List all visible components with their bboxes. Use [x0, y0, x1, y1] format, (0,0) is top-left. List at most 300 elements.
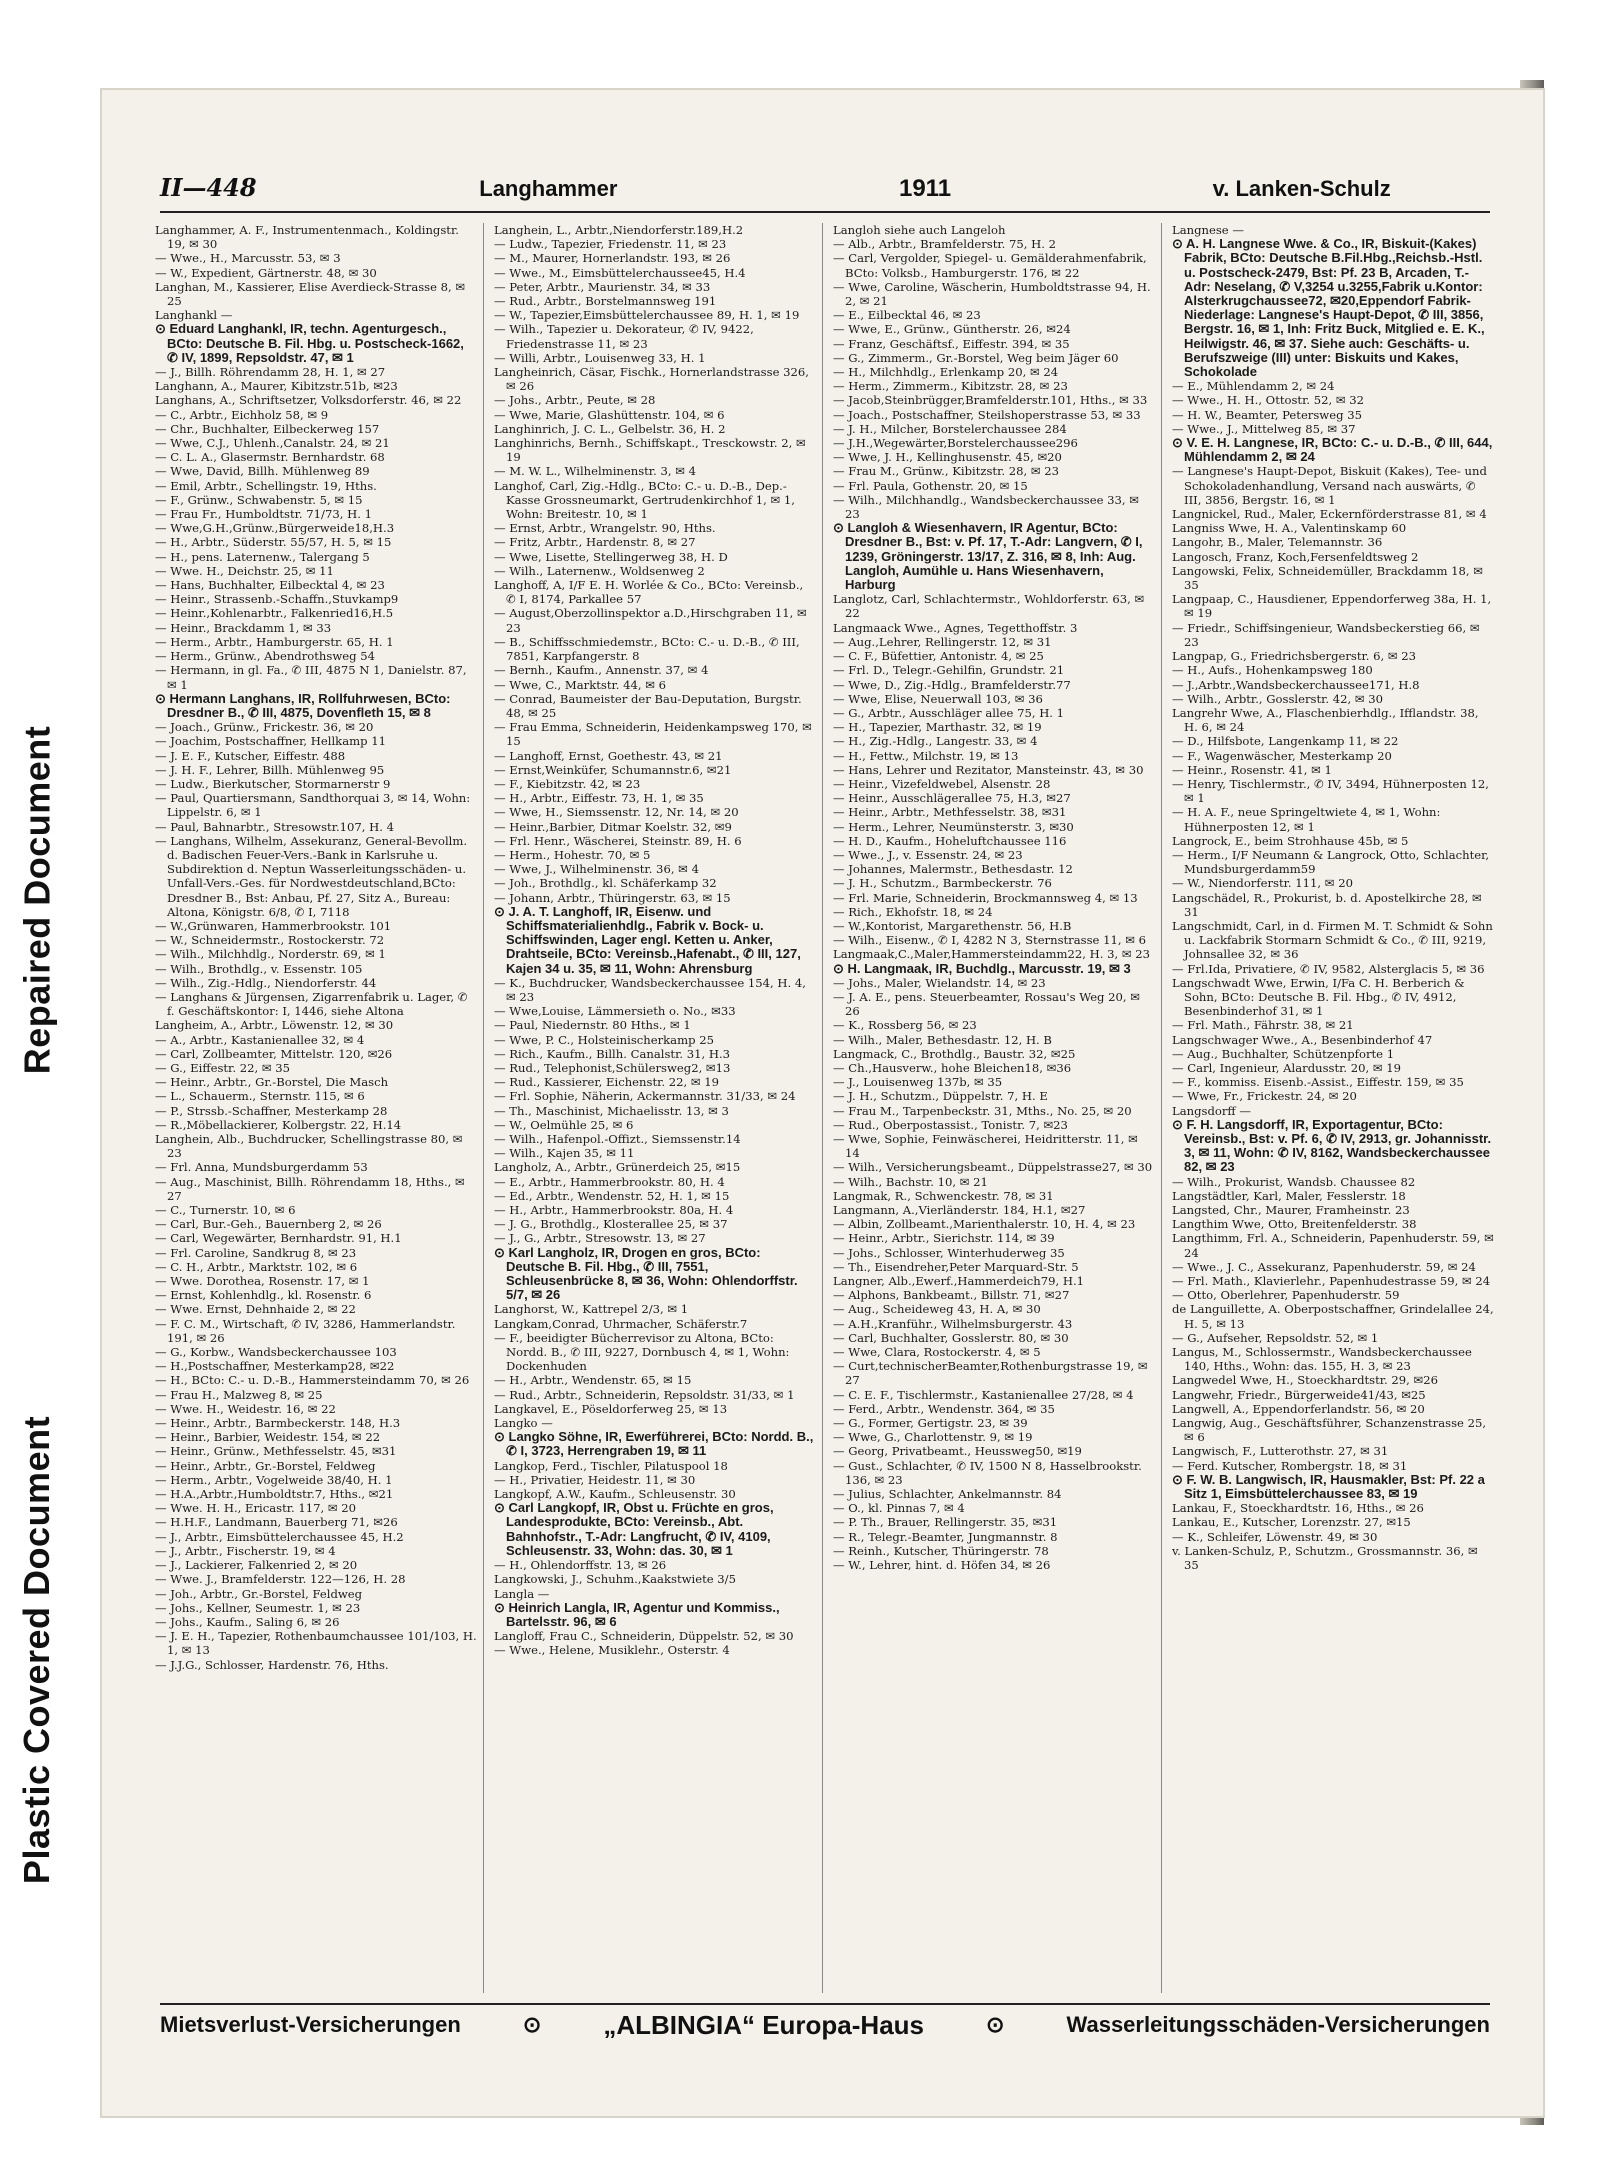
directory-entry: — J., Arbtr., Eimsbüttelerchaussee 45, H.2: [155, 1529, 404, 1544]
directory-entry: — Wwe, Caroline, Wäscherin, Humboldtstrasse 94, H. 2, ✉ 21: [833, 279, 1151, 309]
directory-entry: — Frau M., Grünw., Kibitzstr. 28, ✉ 23: [833, 464, 1059, 479]
directory-entry: — Friedr., Schiffsingenieur, Wandsbeckerstieg 66, ✉ 23: [1172, 620, 1480, 649]
directory-entry: — Wwe., H., Marcusstr. 53, ✉ 3: [155, 251, 341, 266]
directory-entry: — Wwe, C.J., Uhlenh.,Canalstr. 24, ✉ 21: [155, 436, 390, 451]
directory-entry: Langhammer, A. F., Instrumentenmach., Koldingstr. 19, ✉ 30: [155, 223, 459, 252]
directory-entry: — Wilh., Hafenpol.-Offizt., Siemssenstr.14: [494, 1132, 741, 1146]
directory-entry: ⊙ Eduard Langhankl, IR, techn. Agenturgesch., BCto: Deutsche B. Fil. Hbg. u. Postscheck-1662, ✆ IV, 1899, Repsoldstr. 47, ✉ 1: [155, 321, 464, 365]
directory-entry: — Wwe. H., Deichstr. 25, ✉ 11: [155, 563, 334, 578]
directory-entry: — J., G., Arbtr., Stresowstr. 13, ✉ 27: [494, 1231, 706, 1246]
directory-entry: — Heinr., Arbtr., Sierichstr. 114, ✉ 39: [833, 1231, 1055, 1246]
directory-entry: — Heinr., Arbtr., Gr.-Borstel, Die Masch: [155, 1075, 389, 1090]
column-2: [494, 223, 823, 1993]
directory-entry: — H.H.F., Landmann, Bauerberg 71, ✉26: [155, 1515, 398, 1530]
directory-entry: ⊙ F. W. B. Langwisch, IR, Hausmakler, Bst: Pf. 22 a Sitz 1, Eimsbüttelerchaussee 83, ✉ 19: [1172, 1471, 1485, 1502]
directory-entry: — Julius, Schlachter, Ankelmannstr. 84: [833, 1487, 1062, 1502]
directory-entry: — Hermann, in gl. Fa., ✆ III, 4875 N 1, Danielstr. 87, ✉ 1: [155, 663, 467, 692]
directory-entry: — Heinr., Vizefeldwebel, Alsenstr. 28: [833, 776, 1051, 791]
directory-entry: — Wwe. Dorothea, Rosenstr. 17, ✉ 1: [155, 1274, 370, 1289]
directory-entry: — Joach., Postschaffner, Steilshoperstrasse 53, ✉ 33: [833, 407, 1141, 422]
directory-entry: Langhein, L., Arbtr.,Niendorferstr.189,H.2: [494, 223, 744, 237]
directory-entry: — H. A. F., neue Springeltwiete 4, ✉ 1, Wohn: Hühnerposten 12, ✉ 1: [1172, 805, 1441, 834]
header-left-term: Langhammer: [479, 176, 618, 201]
directory-entry: — Gust., Schlachter, ✆ IV, 1500 N 8, Hasselbrookstr. 136, ✉ 23: [833, 1458, 1142, 1487]
directory-entry: — H.A.,Arbtr.,Humboldtstr.7, Hths., ✉21: [155, 1487, 394, 1502]
directory-entry: — H., BCto: C.- u. D.-B., Hammersteindamm 70, ✉ 26: [155, 1373, 470, 1388]
directory-entry: — F., Kiebitzstr. 42, ✉ 23: [494, 776, 641, 791]
directory-entry: — Frau Fr., Humboldtstr. 71/73, H. 1: [155, 507, 372, 522]
directory-entry: — Frl. Henr., Wäscherei, Steinstr. 89, H. 6: [494, 833, 742, 848]
directory-entry: — Wwe., H. H., Ottostr. 52, ✉ 32: [1172, 393, 1365, 408]
page-footer: [160, 2003, 1490, 2045]
directory-entry: — Paul, Niedernstr. 80 Hths., ✉ 1: [494, 1018, 691, 1033]
directory-entry: — Herm., Arbtr., Vogelweide 38/40, H. 1: [155, 1472, 393, 1487]
directory-entry: Langkam,Conrad, Uhrmacher, Schäferstr.7: [494, 1316, 748, 1331]
directory-entry: — Wwe, Sophie, Feinwäscherei, Heidritterstr. 11, ✉ 14: [833, 1132, 1138, 1161]
directory-entry: — H., Arbtr., Eiffestr. 73, H. 1, ✉ 35: [494, 791, 704, 806]
directory-entry: — Wilh., Kajen 35, ✉ 11: [494, 1146, 635, 1161]
directory-entry: — Heinr., Ausschlägerallee 75, H.3, ✉27: [833, 791, 1071, 806]
directory-entry: Langohr, B., Maler, Telemannstr. 36: [1172, 535, 1383, 550]
directory-entry: — Wwe. H. H., Ericastr. 117, ✉ 20: [155, 1501, 357, 1516]
directory-entry: — G., Aufseher, Repsoldstr. 52, ✉ 1: [1172, 1330, 1379, 1345]
directory-entry: ⊙ Langloh & Wiesenhavern, IR Agentur, BCto: Dresdner B., Bst: v. Pf. 17, T.-Adr: Langvern, ✆ I, 1239, Gröningerstr. 13/17, Z. 316, ✉ 8, Inh: Aug. Langloh, Aumühle u. Hans Wiesenhavern, Harburg: [833, 520, 1143, 593]
footer-right-ad: Wasserleitungsschäden-Versicherungen: [1066, 2012, 1490, 2037]
directory-entry: — Frau H., Malzweg 8, ✉ 25: [155, 1387, 323, 1402]
directory-entry: — Ferd. Kutscher, Rombergstr. 18, ✉ 31: [1172, 1458, 1408, 1473]
directory-entry: — Frau M., Tarpenbeckstr. 31, Mths., No. 25, ✉ 20: [833, 1103, 1132, 1118]
directory-entry: Langrock, E., beim Strohhause 45b, ✉ 5: [1172, 833, 1409, 848]
directory-entry: — Wwe,G.H.,Grünw.,Bürgerweide18,H.3: [155, 521, 395, 536]
directory-entry: Langsted, Chr., Maurer, Framheinstr. 23: [1172, 1203, 1410, 1218]
directory-entry: — Frl. Math., Klavierlehr., Papenhudestrasse 59, ✉ 24: [1172, 1274, 1491, 1289]
page-header: [160, 173, 1490, 213]
directory-entry: — Frl. Sophie, Näherin, Ackermannstr. 31/33, ✉ 24: [494, 1089, 796, 1104]
directory-entry: — Johs., Kaufm., Saling 6, ✉ 26: [155, 1614, 340, 1629]
directory-entry: — Aug.,Lehrer, Rellingerstr. 12, ✉ 31: [833, 634, 1052, 649]
directory-entry: — Wwe, H., Siemssenstr. 12, Nr. 14, ✉ 20: [494, 805, 739, 820]
header-right-term: v. Lanken-Schulz: [1212, 176, 1391, 201]
directory-entry: — J. H., Schutzm., Düppelstr. 7, H. E: [833, 1089, 1048, 1104]
directory-entry: — J. H., Schutzm., Barmbeckerstr. 76: [833, 876, 1052, 891]
directory-entry: — Carl, Wegewärter, Bernhardstr. 91, H.1: [155, 1231, 402, 1246]
directory-entry: — Heinr.,Barbier, Ditmar Koelstr. 32, ✉9: [494, 819, 732, 834]
directory-entry: — Reinh., Kutscher, Thüringerstr. 78: [833, 1543, 1049, 1558]
directory-entry: — Johs., Kellner, Seumestr. 1, ✉ 23: [155, 1600, 361, 1615]
directory-entry: ⊙ Carl Langkopf, IR, Obst u. Früchte en gros, Landesprodukte, BCto: Vereinsb., Abt. Bahnhofstr., T.-Adr: Langfrucht, ✆ IV, 4109, Schleusenstr. 33, Wohn: das. 30, ✉ 1: [494, 1500, 774, 1558]
directory-entry: — B., Schiffsschmiedemstr., BCto: C.- u. D.-B., ✆ III, 7851, Karpfangerstr. 8: [494, 634, 800, 664]
directory-entry: — H.,Postschaffner, Mesterkamp28, ✉22: [155, 1359, 395, 1374]
directory-entry: — Langhans, Wilhelm, Assekuranz, General-Bevollm. d. Badischen Feuer-Vers.-Bank in Karlsruhe u. Subdirektion d. Neptun Wasserleitungsschäden- u. Unfall-Vers.-Ges. für Nordwestdeutschland,BCto: Dresdner B., Bst: Anbau, Pf. 27, Sitz A., Bureau: Altona, Königstr. 6/8, ✆ I, 7118: [155, 833, 468, 919]
directory-entry: — Wwe, P. C., Holsteinischerkamp 25: [494, 1032, 714, 1047]
directory-entry: Langpap, G., Friedrichsbergerstr. 6, ✉ 23: [1172, 649, 1417, 664]
footer-symbol-left: ⊙: [522, 2012, 542, 2037]
directory-entry: — R., Telegr.-Beamter, Jungmannstr. 8: [833, 1529, 1058, 1544]
directory-entry: — Johannes, Malermstr., Bethesdastr. 12: [833, 862, 1073, 877]
directory-entry: — Wwe, J., Wilhelminenstr. 36, ✉ 4: [494, 862, 699, 877]
directory-entry: — Chr., Buchhalter, Eilbeckerweg 157: [155, 421, 380, 436]
directory-entry: — F., Wagenwäscher, Mesterkamp 20: [1172, 748, 1392, 763]
directory-entry: Langnickel, Rud., Maler, Eckernförderstrasse 81, ✉ 4: [1172, 507, 1487, 522]
directory-entry: Langthim Wwe, Otto, Breitenfelderstr. 38: [1172, 1217, 1417, 1232]
directory-entry: — J. A. E., pens. Steuerbeamter, Rossau's Weg 20, ✉ 26: [833, 989, 1140, 1019]
directory-entry: — Langhans & Jürgensen, Zigarrenfabrik u. Lager, ✆ f. Geschäftskontor: I, 1446, siehe Altona: [155, 989, 468, 1019]
directory-entry: Langowski, Felix, Schneidemüller, Brackdamm 18, ✉ 35: [1172, 563, 1483, 593]
directory-entry: Langlotz, Carl, Schlachtermstr., Wohldorferstr. 63, ✉ 22: [833, 592, 1145, 621]
directory-entry: — Carl, Buchhalter, Gosslerstr. 80, ✉ 30: [833, 1330, 1069, 1345]
directory-entry: — Bernh., Kaufm., Annenstr. 37, ✉ 4: [494, 663, 709, 678]
directory-entry: — Otto, Oberlehrer, Papenhuderstr. 59: [1172, 1288, 1400, 1303]
directory-entry: — Heinr., Arbtr., Gr.-Borstel, Feldweg: [155, 1458, 376, 1473]
directory-entry: — Wwe, E., Grünw., Güntherstr. 26, ✉24: [833, 322, 1071, 337]
directory-entry: — Alb., Arbtr., Bramfelderstr. 75, H. 2: [833, 237, 1057, 252]
directory-entry: — Wilh., Arbtr., Gosslerstr. 42, ✉ 30: [1172, 691, 1384, 706]
directory-entry: Langsdorff —: [1172, 1103, 1251, 1118]
directory-entry: Lankau, E., Kutscher, Lorenzstr. 27, ✉15: [1172, 1515, 1411, 1530]
directory-entry: Langus, M., Schlossermstr., Wandsbeckerchaussee 140, Hths., Wohn: das. 155, H. 3, ✉ 23: [1172, 1345, 1472, 1374]
directory-entry: — Wwe., M., Eimsbüttelerchaussee45, H.4: [494, 265, 746, 280]
directory-entry: — Ed., Arbtr., Wendenstr. 52, H. 1, ✉ 15: [494, 1188, 730, 1203]
directory-entry: — Rud., Kassierer, Eichenstr. 22, ✉ 19: [494, 1075, 720, 1090]
directory-entry: — P. Th., Brauer, Rellingerstr. 35, ✉31: [833, 1515, 1058, 1530]
directory-entry: — Franz, Geschäftsf., Eiffestr. 394, ✉ 35: [833, 336, 1070, 351]
plastic-covered-document-label: [8, 1330, 66, 1970]
directory-entry: — Wwe., J., Mittelweg 85, ✉ 37: [1172, 421, 1356, 436]
directory-entry: — Paul, Quartiersmann, Sandthorquai 3, ✉ 14, Wohn: Lippelstr. 6, ✉ 1: [155, 791, 471, 820]
directory-page: [100, 88, 1545, 2118]
directory-entry: Langloh siehe auch Langeloh: [833, 223, 1006, 237]
directory-entry: ⊙ F. H. Langsdorff, IR, Exportagentur, BCto: Vereinsb., Bst: v. Pf. 6, ✆ IV, 2913, gr. Johannisstr. 3, ✉ 11, Wohn: ✆ IV, 8162, Wandsbeckerchaussee 82, ✉ 23: [1172, 1116, 1492, 1175]
directory-entry: Langner, Alb.,Ewerf.,Hammerdeich79, H.1: [833, 1274, 1085, 1289]
directory-entry: — Aug., Maschinist, Billh. Röhrendamm 18, Hths., ✉ 27: [155, 1174, 465, 1203]
directory-entry: — Wilh., Eisenw., ✆ I, 4282 N 3, Sternstrasse 11, ✉ 6: [833, 933, 1146, 948]
directory-entry: — R.,Möbellackierer, Kolbergstr. 22, H.14: [155, 1117, 402, 1132]
directory-entry: v. Lanken-Schulz, P., Schutzm., Grossmannstr. 36, ✉ 35: [1172, 1543, 1478, 1573]
directory-entry: — Wilh., Prokurist, Wandsb. Chaussee 82: [1172, 1174, 1416, 1189]
directory-entry: — Wwe. J., Bramfelderstr. 122—126, H. 28: [155, 1572, 406, 1587]
directory-entry: Langniss Wwe, H. A., Valentinskamp 60: [1172, 521, 1407, 536]
directory-entry: — Ernst, Arbtr., Wrangelstr. 90, Hths.: [494, 521, 716, 536]
directory-entry: — H., Privatier, Heidestr. 11, ✉ 30: [494, 1472, 696, 1487]
directory-entry: Langheim, A., Arbtr., Löwenstr. 12, ✉ 30: [155, 1018, 394, 1033]
directory-entry: — J.H.,Wegewärter,Borstelerchaussee296: [833, 436, 1078, 451]
directory-entry: — Willi, Arbtr., Louisenweg 33, H. 1: [494, 350, 706, 365]
directory-entry: — Rud., Arbtr., Schneiderin, Repsoldstr. 31/33, ✉ 1: [494, 1387, 795, 1402]
directory-entry: — Heinr., Grünw., Methfesselstr. 45, ✉31: [155, 1444, 397, 1459]
directory-entry: Langhan, M., Kassierer, Elise Averdieck-Strasse 8, ✉ 25: [155, 279, 466, 309]
directory-entry: Langpaap, C., Hausdiener, Eppendorferweg 38a, H. 1, ✉ 19: [1172, 592, 1492, 621]
directory-entry: Langkowski, J., Schuhm.,Kaakstwiete 3/5: [494, 1572, 736, 1587]
directory-entry: — W., Expedient, Gärtnerstr. 48, ✉ 30: [155, 265, 377, 280]
directory-entry: — Wwe, G., Charlottenstr. 9, ✉ 19: [833, 1430, 1033, 1445]
directory-entry: — Wwe, J. H., Kellinghusenstr. 45, ✉20: [833, 450, 1062, 465]
directory-entry: — Ch.,Hausverw., hohe Bleichen18, ✉36: [833, 1060, 1072, 1075]
directory-entry: Langmaack Wwe., Agnes, Tegetthoffstr. 3: [833, 620, 1078, 635]
directory-entry: Langhinrich, J. C. L., Gelbelstr. 36, H. 2: [494, 421, 726, 436]
directory-entry: Langwell, A., Eppendorferlandstr. 56, ✉ 20: [1172, 1401, 1425, 1416]
directory-entry: — Alphons, Bankbeamt., Billstr. 71, ✉27: [833, 1288, 1070, 1303]
directory-entry: ⊙ H. Langmaak, IR, Buchdlg., Marcusstr. 19, ✉ 3: [833, 960, 1131, 976]
directory-entry: Langkavel, E., Pöseldorferweg 25, ✉ 13: [494, 1401, 728, 1416]
directory-entry: Langmaak,C.,Maler,Hammersteindamm22, H. 3, ✉ 23: [833, 947, 1151, 962]
directory-entry: — Henry, Tischlermstr., ✆ IV, 3494, Hühnerposten 12, ✉ 1: [1172, 776, 1489, 806]
directory-entry: — Wwe, David, Billh. Mühlenweg 89: [155, 464, 370, 479]
directory-entry: — J., Billh. Röhrendamm 28, H. 1, ✉ 27: [155, 365, 386, 380]
directory-entry: — W.,Kontorist, Margarethenstr. 56, H.B: [833, 918, 1072, 933]
directory-entry: — Wilh., Milchhandlg., Wandsbeckerchaussee 33, ✉ 23: [833, 492, 1139, 522]
footer-symbol-right: ⊙: [986, 2012, 1005, 2037]
directory-entry: — Wwe., Helene, Musiklehr., Osterstr. 4: [494, 1643, 730, 1658]
directory-entry: — Heinr., Brackdamm 1, ✉ 33: [155, 620, 332, 635]
directory-entry: — F., Grünw., Schwabenstr. 5, ✉ 15: [155, 492, 363, 507]
directory-entry: ⊙ Karl Langholz, IR, Drogen en gros, BCto: Deutsche B. Fil. Hbg., ✆ III, 7551, Schleusenbrücke 8, ✉ 36, Wohn: Ohlendorffstr. 5/7, ✉ 26: [494, 1244, 798, 1303]
directory-entry: Langhein, Alb., Buchdrucker, Schellingstrasse 80, ✉ 23: [155, 1132, 463, 1161]
repaired-document-text: Repaired Document: [16, 725, 58, 1075]
directory-entry: — Carl, Bur.-Geh., Bauernberg 2, ✉ 26: [155, 1217, 382, 1232]
directory-entry: Langkop, Ferd., Tischler, Pilatuspool 18: [494, 1458, 728, 1473]
directory-entry: — W., Schneidermstr., Rostockerstr. 72: [155, 933, 385, 948]
directory-entry: — A., Arbtr., Kastanienallee 32, ✉ 4: [155, 1032, 365, 1047]
directory-entry: — H., Ohlendorffstr. 13, ✉ 26: [494, 1558, 667, 1573]
directory-entry: — K., Schleifer, Löwenstr. 49, ✉ 30: [1172, 1529, 1378, 1544]
directory-entry: — G., Zimmerm., Gr.-Borstel, Weg beim Jäger 60: [833, 350, 1119, 365]
directory-entry: — G., Former, Gertigstr. 23, ✉ 39: [833, 1416, 1028, 1431]
directory-entry: — Carl, Ingenieur, Alardusstr. 20, ✉ 19: [1172, 1060, 1402, 1075]
directory-entry: ⊙ Langko Söhne, IR, Ewerführerei, BCto: Nordd. B., ✆ I, 3723, Herrengraben 19, ✉ 11: [494, 1429, 814, 1459]
directory-entry: — M., Maurer, Hornerlandstr. 193, ✉ 26: [494, 251, 731, 266]
directory-entry: ⊙ A. H. Langnese Wwe. & Co., IR, Biskuit-(Kakes) Fabrik, BCto: Deutsche B.Fil.Hbg.,Reichsb.-Hstl. u. Postscheck-2479, Bst: Pf. 23 B, Arcaden, T.-Adr: Neselang, ✆ V,3254 u.3255,Fabrik u.Kontor: Alsterkrugchaussee72, ✉20,Eppendorf Fabrik-Niederlage: Langnese's Haupt-Depot, ✆ III, 3856, Bergstr. 16, ✉ 1, Inh: Fritz Buck, Mitglied e. E. K., Heilwigstr. 46, ✉ 37. Siehe auch: Geschäfts- u. Berufszweige (III) unter: Biskuits und Kakes, Schokolade: [1172, 236, 1485, 380]
directory-entry: — J. H., Milcher, Borstelerchaussee 284: [833, 421, 1067, 436]
directory-entry: — Aug., Buchhalter, Schützenpforte 1: [1172, 1046, 1395, 1061]
directory-entry: Langwehr, Friedr., Bürgerweide41/43, ✉25: [1172, 1387, 1426, 1402]
directory-entry: — Heinr., Arbtr., Methfesselstr. 38, ✉31: [833, 805, 1067, 820]
directory-entry: — Frl. Math., Fährstr. 38, ✉ 21: [1172, 1018, 1354, 1033]
directory-entry: ⊙ J. A. T. Langhoff, IR, Eisenw. und Schiffsmaterialienhdlg., Fabrik v. Bock- u. Schiffswinden, Lager engl. Ketten u. Anker, Drahtseile, BCto: Vereinsb.,Hafenabt., ✆ III, 127, Kajen 34 u. 35, ✉ 11, Wohn: Ahrensburg: [494, 903, 801, 976]
directory-entry: — Frl. D., Telegr.-Gehilfin, Grundstr. 21: [833, 663, 1065, 678]
directory-entry: — Wwe. Ernst, Dehnhaide 2, ✉ 22: [155, 1302, 356, 1317]
directory-entry: — F., beeidigter Bücherrevisor zu Altona, BCto: Nordd. B., ✆ III, 9227, Dornbusch 4, ✉ 1, Wohn: Dockenhuden: [494, 1330, 790, 1374]
directory-entry: Langhinrichs, Bernh., Schiffskapt., Tresckowstr. 2, ✉ 19: [494, 436, 806, 465]
directory-entry: — Wilh., Tapezier u. Dekorateur, ✆ IV, 9422, Friedenstrasse 11, ✉ 23: [494, 322, 754, 351]
directory-entry: — Langnese's Haupt-Depot, Biskuit (Kakes), Tee- und Schokoladenhandlung, Versand nach auswärts, ✆ III, 3856, Bergstr. 16, ✉ 1: [1172, 464, 1487, 507]
directory-entry: — Frl. Caroline, Sandkrug 8, ✉ 23: [155, 1245, 357, 1260]
directory-entry: — C. H., Arbtr., Marktstr. 102, ✉ 6: [155, 1259, 358, 1274]
directory-entry: — Carl, Zollbeamter, Mittelstr. 120, ✉26: [155, 1046, 393, 1061]
repaired-document-label: [8, 670, 66, 1130]
directory-entry: — C., Turnerstr. 10, ✉ 6: [155, 1203, 296, 1218]
directory-entry: — P., Strssb.-Schaffner, Mesterkamp 28: [155, 1103, 388, 1118]
directory-entry: Langhankl —: [155, 308, 233, 323]
directory-entry: — Herm., Hohestr. 70, ✉ 5: [494, 847, 651, 862]
directory-entry: — Th., Maschinist, Michaelisstr. 13, ✉ 3: [494, 1103, 729, 1118]
directory-entry: Langschwager Wwe., A., Besenbinderhof 47: [1172, 1032, 1433, 1047]
directory-entry: — Rud., Telephonist,Schülersweg2, ✉13: [494, 1060, 731, 1075]
directory-entry: — Rich., Ekhofstr. 18, ✉ 24: [833, 904, 993, 919]
directory-entry: — Heinr.,Kohlenarbtr., Falkenried16,H.5: [155, 606, 394, 621]
directory-entry: — Th., Eisendreher,Peter Marquard-Str. 5: [833, 1259, 1079, 1274]
directory-entry: — Joh., Arbtr., Gr.-Borstel, Feldweg: [155, 1586, 363, 1601]
directory-entry: Langmak, R., Schwenckestr. 78, ✉ 31: [833, 1188, 1054, 1203]
directory-entry: Langschädel, R., Prokurist, b. d. Apostelkirche 28, ✉ 31: [1172, 890, 1482, 919]
directory-entry: — Heinr., Arbtr., Barmbeckerstr. 148, H.3: [155, 1416, 401, 1431]
directory-entry: ⊙ Heinrich Langla, IR, Agentur und Kommiss., Bartelsstr. 96, ✉ 6: [494, 1599, 780, 1629]
directory-entry: Langwisch, F., Lutterothstr. 27, ✉ 31: [1172, 1444, 1389, 1459]
directory-entry: — Herm., I/F Neumann & Langrock, Otto, Schlachter, Mundsburgerdamm59: [1172, 847, 1490, 877]
directory-entry: — Wilh., Milchhdlg., Norderstr. 69, ✉ 1: [155, 947, 386, 962]
directory-entry: — Frl. Marie, Schneiderin, Brockmannsweg 4, ✉ 13: [833, 890, 1138, 905]
directory-entry: — Wilh., Laternenw., Woldsenweg 2: [494, 563, 705, 578]
directory-entry: — Wilh., Bachstr. 10, ✉ 21: [833, 1174, 988, 1189]
directory-entry: — W., Oelmühle 25, ✉ 6: [494, 1117, 634, 1132]
directory-entry: — J. E. H., Tapezier, Rothenbaumchaussee 101/103, H. 1, ✉ 13: [155, 1629, 477, 1658]
header-year: 1911: [898, 175, 952, 202]
directory-entry: Langschwadt Wwe, Erwin, I/Fa C. H. Berberich & Sohn, BCto: Deutsche B. Fil. Hbg., ✆ IV, 4912, Besenbinderhof 31, ✉ 1: [1172, 975, 1465, 1019]
directory-entry: — H., Zig.-Hdlg., Langestr. 33, ✉ 4: [833, 734, 1038, 749]
directory-entry: — Frl. Anna, Mundsburgerdamm 53: [155, 1160, 368, 1175]
entry-columns: [155, 223, 1500, 1993]
directory-entry: — Herm., Grünw., Abendrothsweg 54: [155, 649, 375, 664]
directory-entry: — H., Aufs., Hohenkampsweg 180: [1172, 663, 1373, 678]
directory-entry: — J.J.G., Schlosser, Hardenstr. 76, Hths.: [155, 1657, 389, 1672]
directory-entry: — Georg, Privatbeamt., Heussweg50, ✉19: [833, 1444, 1082, 1459]
directory-entry: ⊙ V. E. H. Langnese, IR, BCto: C.- u. D.-B., ✆ III, 644, Mühlendamm 2, ✉ 24: [1172, 435, 1493, 465]
directory-entry: — H., pens. Laternenw., Talergang 5: [155, 549, 370, 564]
directory-entry: — Ludw., Tapezier, Friedenstr. 11, ✉ 23: [494, 237, 727, 252]
directory-entry: — Ludw., Bierkutscher, Stormarnerstr 9: [155, 776, 391, 791]
directory-entry: — J. E. F., Kutscher, Eiffestr. 488: [155, 748, 346, 763]
directory-entry: Langheinrich, Cäsar, Fischk., Hornerlandstrasse 326, ✉ 26: [494, 365, 809, 394]
directory-entry: — Johs., Schlosser, Winterhuderweg 35: [833, 1245, 1065, 1260]
directory-entry: — Wwe, C., Marktstr. 44, ✉ 6: [494, 677, 667, 692]
directory-entry: — Langhoff, Ernst, Goethestr. 43, ✉ 21: [494, 748, 723, 763]
directory-entry: — G., Eiffestr. 22, ✉ 35: [155, 1060, 290, 1075]
directory-entry: — Conrad, Baumeister der Bau-Deputation, Burgstr. 48, ✉ 25: [494, 691, 802, 720]
directory-entry: — Ernst, Kohlenhdlg., kl. Rosenstr. 6: [155, 1288, 372, 1303]
directory-entry: Langschmidt, Carl, in d. Firmen M. T. Schmidt & Sohn u. Lackfabrik Stormarn Schmidt & Co., ✆ III, 9219, Johnsallee 32, ✉ 36: [1172, 918, 1493, 962]
directory-entry: Langmann, A.,Vierländerstr. 184, H.1, ✉27: [833, 1203, 1086, 1218]
directory-entry: — W., Niendorferstr. 111, ✉ 20: [1172, 876, 1353, 891]
directory-entry: Langholz, A., Arbtr., Grünerdeich 25, ✉15: [494, 1160, 741, 1175]
directory-entry: — Frl. Paula, Gothenstr. 20, ✉ 15: [833, 478, 1028, 493]
directory-entry: — J. G., Brothdlg., Klosterallee 25, ✉ 37: [494, 1217, 728, 1232]
directory-entry: — Wilh., Brothdlg., v. Essenstr. 105: [155, 961, 363, 976]
directory-entry: — Wwe, D., Zig.-Hdlg., Bramfelderstr.77: [833, 677, 1071, 692]
directory-entry: — Ernst,Weinküfer, Schumannstr.6, ✉21: [494, 762, 732, 777]
directory-entry: — H., Arbtr., Hammerbrookstr. 80a, H. 4: [494, 1203, 734, 1218]
directory-entry: — Wilh., Maler, Bethesdastr. 12, H. B: [833, 1032, 1052, 1047]
directory-entry: Langstädtler, Karl, Maler, Fesslerstr. 18: [1172, 1188, 1406, 1203]
directory-entry: — Albin, Zollbeamt.,Marienthalerstr. 10, H. 4, ✉ 23: [833, 1217, 1136, 1232]
directory-entry: — Hans, Lehrer und Rezitator, Mansteinstr. 43, ✉ 30: [833, 762, 1144, 777]
directory-entry: — Joh., Brothdlg., kl. Schäferkamp 32: [494, 876, 717, 891]
plastic-covered-document-text: Plastic Covered Document: [16, 1415, 58, 1885]
directory-entry: Langhof, Carl, Zig.-Hdlg., BCto: C.- u. D.-B., Dep.-Kasse Grossneumarkt, Gertrudenkirchhof 1, ✉ 1, Wohn: Breitestr. 10, ✉ 1: [494, 478, 795, 522]
directory-entry: — Wwe., J. C., Assekuranz, Papenhuderstr. 59, ✉ 24: [1172, 1259, 1476, 1274]
directory-entry: de Languillette, A. Oberpostschaffner, Grindelallee 24, H. 5, ✉ 13: [1172, 1302, 1494, 1331]
directory-entry: — H., Arbtr., Süderstr. 55/57, H. 5, ✉ 15: [155, 535, 392, 550]
directory-entry: — H., Tapezier, Marthastr. 32, ✉ 19: [833, 720, 1042, 735]
directory-entry: Langhann, A., Maurer, Kibitzstr.51b, ✉23: [155, 379, 398, 394]
directory-entry: — Hans, Buchhalter, Eilbecktal 4, ✉ 23: [155, 578, 385, 593]
directory-entry: — Frl.Ida, Privatiere, ✆ IV, 9582, Alsterglacis 5, ✉ 36: [1172, 961, 1485, 976]
footer-left-ad: Mietsverlust-Versicherungen: [160, 2012, 461, 2037]
directory-entry: — J., Arbtr., Fischerstr. 19, ✉ 4: [155, 1543, 336, 1558]
column-1: [155, 223, 484, 1993]
directory-entry: Langhorst, W., Kattrepel 2/3, ✉ 1: [494, 1302, 689, 1317]
directory-entry: Langhoff, A, I/F E. H. Worlée & Co., BCto: Vereinsb., ✆ I, 8174, Parkallee 57: [494, 578, 804, 607]
directory-entry: — Rud., Arbtr., Borstelmannsweg 191: [494, 294, 717, 309]
directory-entry: — Joachim, Postschaffner, Hellkamp 11: [155, 734, 386, 749]
directory-entry: — F. C. M., Wirtschaft, ✆ IV, 3286, Hammerlandstr. 191, ✉ 26: [155, 1316, 456, 1345]
directory-entry: ⊙ Hermann Langhans, IR, Rollfuhrwesen, BCto: Dresdner B., ✆ III, 4875, Dovenfleth 15, ✉ 8: [155, 690, 451, 720]
directory-entry: — Wwe, Lisette, Stellingerweg 38, H. D: [494, 549, 728, 564]
directory-entry: — Herm., Zimmerm., Kibitzstr. 28, ✉ 23: [833, 379, 1068, 394]
directory-entry: — J.,Arbtr.,Wandsbeckerchaussee171, H.8: [1172, 677, 1420, 692]
directory-entry: — H., Milchhdlg., Erlenkamp 20, ✉ 24: [833, 365, 1059, 380]
directory-entry: — Johs., Maler, Wielandstr. 14, ✉ 23: [833, 975, 1046, 990]
directory-entry: Langko —: [494, 1416, 553, 1431]
directory-entry: — Wwe,Louise, Lämmersieth o. No., ✉33: [494, 1004, 736, 1019]
directory-entry: — Curt,technischerBeamter,Rothenburgstrasse 19, ✉ 27: [833, 1359, 1148, 1388]
directory-entry: Langosch, Franz, Koch,Fersenfeldtsweg 2: [1172, 549, 1419, 564]
directory-entry: — Heinr., Rosenstr. 41, ✉ 1: [1172, 762, 1332, 777]
directory-entry: — D., Hilfsbote, Langenkamp 11, ✉ 22: [1172, 734, 1399, 749]
directory-entry: — Emil, Arbtr., Schellingstr. 19, Hths.: [155, 478, 377, 493]
directory-entry: Langnese —: [1172, 223, 1244, 237]
directory-entry: — Paul, Bahnarbtr., Stresowstr.107, H. 4: [155, 819, 395, 834]
directory-entry: — W.,Grünwaren, Hammerbrookstr. 101: [155, 918, 392, 933]
directory-entry: Langloff, Frau C., Schneiderin, Düppelstr. 52, ✉ 30: [494, 1629, 794, 1644]
directory-entry: — H., Arbtr., Wendenstr. 65, ✉ 15: [494, 1373, 692, 1388]
directory-entry: — Ferd., Arbtr., Wendenstr. 364, ✉ 35: [833, 1401, 1055, 1416]
directory-entry: — Rud., Oberpostassist., Tonistr. 7, ✉23: [833, 1117, 1068, 1132]
directory-entry: Langrehr Wwe, A., Flaschenbierhdlg., Ifflandstr. 38, H. 6, ✉ 24: [1172, 705, 1479, 735]
directory-entry: Langhans, A., Schriftsetzer, Volksdorferstr. 46, ✉ 22: [155, 393, 462, 408]
directory-entry: — G., Arbtr., Ausschläger allee 75, H. 1: [833, 705, 1065, 720]
directory-entry: Langwedel Wwe, H., Stoeckhardtstr. 29, ✉26: [1172, 1373, 1438, 1388]
directory-entry: — E., Arbtr., Hammerbrookstr. 80, H. 4: [494, 1174, 725, 1189]
directory-entry: — Peter, Arbtr., Maurienstr. 34, ✉ 33: [494, 279, 711, 294]
directory-entry: — M. W. L., Wilhelminenstr. 3, ✉ 4: [494, 464, 696, 479]
directory-entry: Langthimm, Frl. A., Schneiderin, Papenhuderstr. 59, ✉ 24: [1172, 1231, 1494, 1260]
directory-entry: — G., Korbw., Wandsbeckerchaussee 103: [155, 1345, 397, 1360]
directory-entry: — W., Tapezier,Eimsbüttelerchaussee 89, H. 1, ✉ 19: [494, 308, 800, 323]
directory-entry: — Jacob,Steinbrügger,Bramfelderstr.101, Hths., ✉ 33: [833, 393, 1148, 408]
directory-entry: — J., Louisenweg 137b, ✉ 35: [833, 1075, 1003, 1090]
directory-entry: — H. D., Kaufm., Hoheluftchaussee 116: [833, 833, 1067, 848]
directory-entry: Langla —: [494, 1586, 550, 1601]
directory-entry: — Johs., Arbtr., Peute, ✉ 28: [494, 393, 656, 408]
directory-entry: — Wwe, Elise, Neuerwall 103, ✉ 36: [833, 691, 1043, 706]
directory-entry: — O., kl. Pinnas 7, ✉ 4: [833, 1501, 965, 1516]
directory-entry: — Aug., Scheideweg 43, H. A, ✉ 30: [833, 1302, 1041, 1317]
directory-entry: — Rich., Kaufm., Billh. Canalstr. 31, H.3: [494, 1046, 731, 1061]
directory-entry: — L., Schauerm., Sternstr. 115, ✉ 6: [155, 1089, 365, 1104]
directory-entry: — H. W., Beamter, Petersweg 35: [1172, 407, 1362, 422]
directory-entry: — Herm., Arbtr., Hamburgerstr. 65, H. 1: [155, 634, 394, 649]
directory-entry: — Frau Emma, Schneiderin, Heidenkampsweg 170, ✉ 15: [494, 720, 812, 749]
directory-entry: — K., Rossberg 56, ✉ 23: [833, 1018, 977, 1033]
directory-entry: — E., Mühlendamm 2, ✉ 24: [1172, 379, 1335, 394]
directory-entry: — Heinr., Barbier, Weidestr. 154, ✉ 22: [155, 1430, 381, 1445]
directory-entry: Lankau, F., Stoeckhardtstr. 16, Hths., ✉ 26: [1172, 1501, 1424, 1516]
directory-entry: — E., Eilbecktal 46, ✉ 23: [833, 308, 981, 323]
column-3: [833, 223, 1162, 1993]
directory-entry: — Wwe, Fr., Frickestr. 24, ✉ 20: [1172, 1089, 1357, 1104]
directory-entry: — Wwe, Marie, Glashüttenstr. 104, ✉ 6: [494, 407, 725, 422]
directory-entry: — Heinr., Strassenb.-Schaffn.,Stuvkamp9: [155, 592, 399, 607]
directory-entry: — Wwe. H., Weidestr. 16, ✉ 22: [155, 1401, 336, 1416]
